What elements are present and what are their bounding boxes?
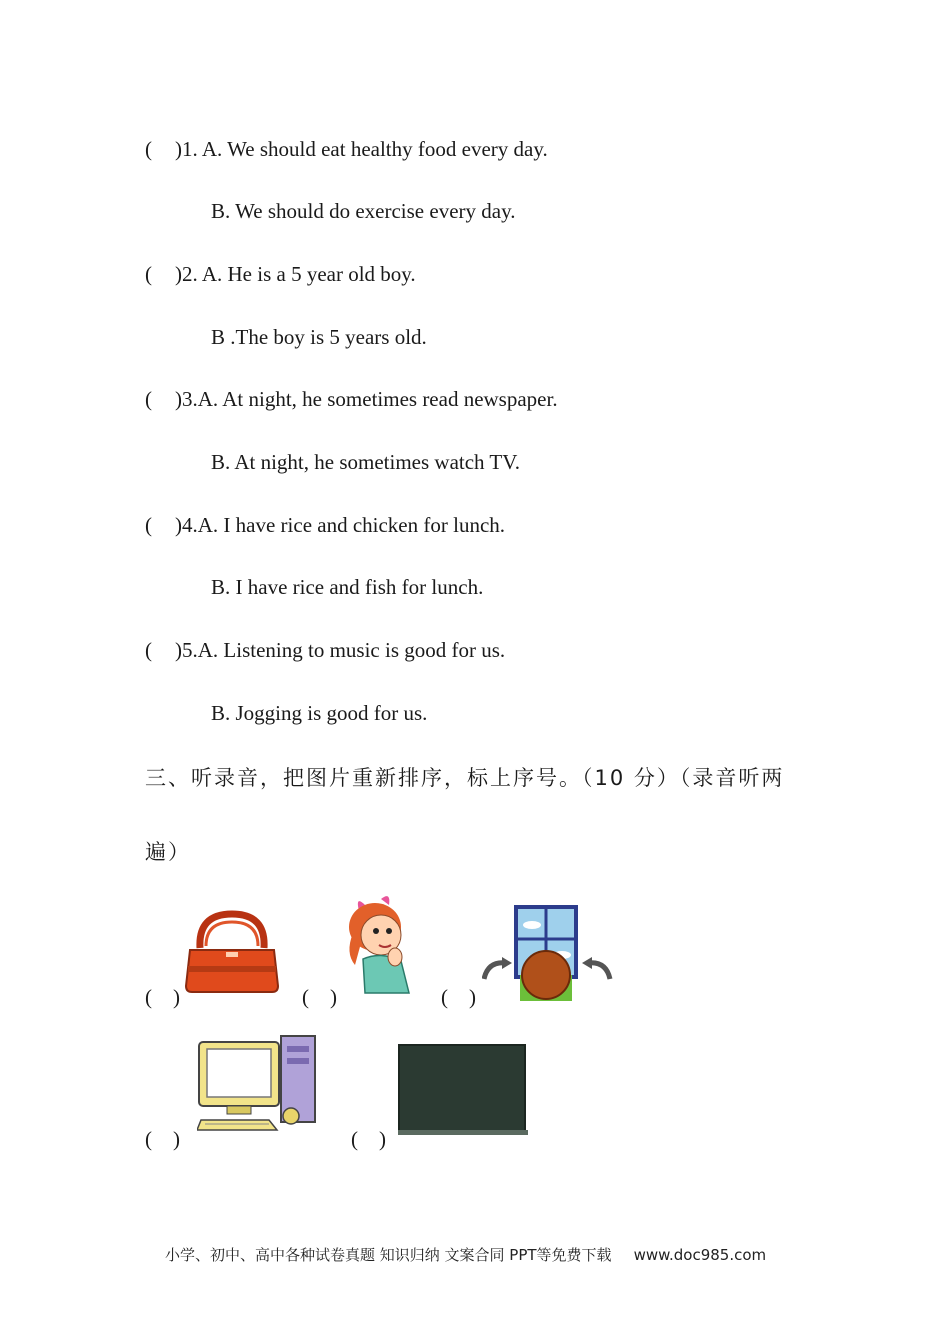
computer-answer-blank[interactable]: ( ): [145, 1127, 180, 1151]
section3-title-line1: 三、听录音，把图片重新排序，标上序号。（10 分）（录音听两: [145, 766, 785, 790]
q1-a-text: )1. A. We should eat healthy food every day.: [175, 137, 548, 161]
window-answer-blank[interactable]: ( ): [441, 985, 476, 1009]
blackboard-icon: [398, 1044, 528, 1136]
q5-a-text: )5.A. Listening to music is good for us.: [175, 638, 506, 662]
q5-option-a: [145, 637, 505, 663]
q4-a-text: )4.A. I have rice and chicken for lunch.: [175, 513, 506, 537]
girl-thinking-icon: [345, 893, 421, 997]
q1-paren: (: [145, 137, 152, 161]
q2-option-a: [145, 261, 416, 287]
q1-option-b: B. We should do exercise every day.: [211, 199, 516, 223]
q3-paren: (: [145, 387, 152, 411]
q3-option-b: B. At night, he sometimes watch TV.: [211, 450, 520, 474]
bag-answer-blank[interactable]: ( ): [145, 985, 180, 1009]
q4-paren: (: [145, 513, 152, 537]
q5-option-b: B. Jogging is good for us.: [211, 701, 428, 725]
q2-option-b: B .The boy is 5 years old.: [211, 325, 427, 349]
section3-title-line2: 遍）: [145, 840, 191, 864]
q3-option-a: [145, 386, 558, 412]
board-answer-blank[interactable]: ( ): [351, 1127, 386, 1151]
computer-icon: [197, 1034, 319, 1132]
q4-option-b: B. I have rice and fish for lunch.: [211, 575, 484, 599]
q2-paren: (: [145, 262, 152, 286]
footer-url-link[interactable]: www.doc985.com: [633, 1246, 767, 1264]
q3-a-text: )3.A. At night, he sometimes read newspaper.: [175, 387, 558, 411]
open-window-icon: [482, 905, 614, 1005]
q2-a-text: )2. A. He is a 5 year old boy.: [175, 262, 416, 286]
q5-paren: (: [145, 638, 152, 662]
girl-answer-blank[interactable]: ( ): [302, 985, 337, 1009]
footer-text: 小学、初中、高中各种试卷真题 知识归纳 文案合同 PPT等免费下载: [165, 1246, 612, 1264]
q1-option-a: [145, 136, 548, 162]
handbag-icon: [184, 908, 280, 994]
q4-option-a: [145, 512, 505, 538]
page-footer: [165, 1244, 766, 1265]
